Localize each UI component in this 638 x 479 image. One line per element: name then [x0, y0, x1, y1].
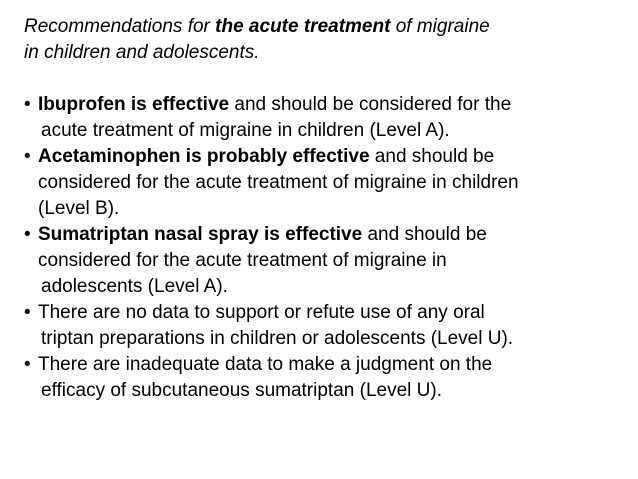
- title-prefix: Recommendations for: [24, 16, 216, 37]
- recommendation-list: [24, 92, 632, 404]
- recommendation-acetaminophen: [24, 144, 632, 222]
- recommendation-emphasis: Sumatriptan nasal spray is effective: [38, 224, 363, 245]
- recommendation-line: considered for the acute treatment of migraine in: [38, 250, 447, 271]
- bullet-icon: •: [24, 302, 31, 323]
- recommendation-line: efficacy of subcutaneous sumatriptan (Level U).: [41, 380, 442, 401]
- slide: [24, 14, 632, 404]
- recommendation-line: [38, 92, 632, 118]
- recommendation-line: There are inadequate data to make a judgment on the: [38, 354, 493, 375]
- bullet-icon: •: [24, 354, 31, 375]
- title-suffix: of migraine: [390, 16, 490, 37]
- title-line-2: in children and adolescents.: [24, 42, 260, 63]
- recommendation-text: and should be: [362, 224, 487, 245]
- recommendation-emphasis: Ibuprofen is effective: [38, 94, 230, 115]
- recommendation-sumatriptan-nasal: [24, 222, 632, 300]
- recommendation-ibuprofen: [24, 92, 632, 144]
- recommendation-emphasis: Acetaminophen is probably effective: [38, 146, 370, 167]
- recommendation-line: triptan preparations in children or adolescents (Level U).: [41, 328, 514, 349]
- bullet-icon: •: [24, 224, 31, 245]
- title-emphasis: the acute treatment: [215, 16, 391, 37]
- recommendation-oral-triptans: [24, 300, 632, 352]
- slide-title: [24, 14, 632, 66]
- bullet-icon: •: [24, 146, 31, 167]
- recommendation-line: adolescents (Level A).: [41, 276, 228, 297]
- recommendation-text: and should be: [369, 146, 495, 167]
- recommendation-text: and should be considered for the: [229, 94, 512, 115]
- recommendation-subcutaneous-sumatriptan: [24, 352, 632, 404]
- recommendation-line: acute treatment of migraine in children (Level A).: [41, 120, 450, 141]
- recommendation-line: [38, 144, 632, 170]
- recommendation-line: (Level B).: [38, 198, 120, 219]
- recommendation-line: [38, 222, 632, 248]
- bullet-icon: •: [24, 94, 31, 115]
- recommendation-line: considered for the acute treatment of migraine in children: [38, 172, 519, 193]
- recommendation-line: There are no data to support or refute use of any oral: [38, 302, 485, 323]
